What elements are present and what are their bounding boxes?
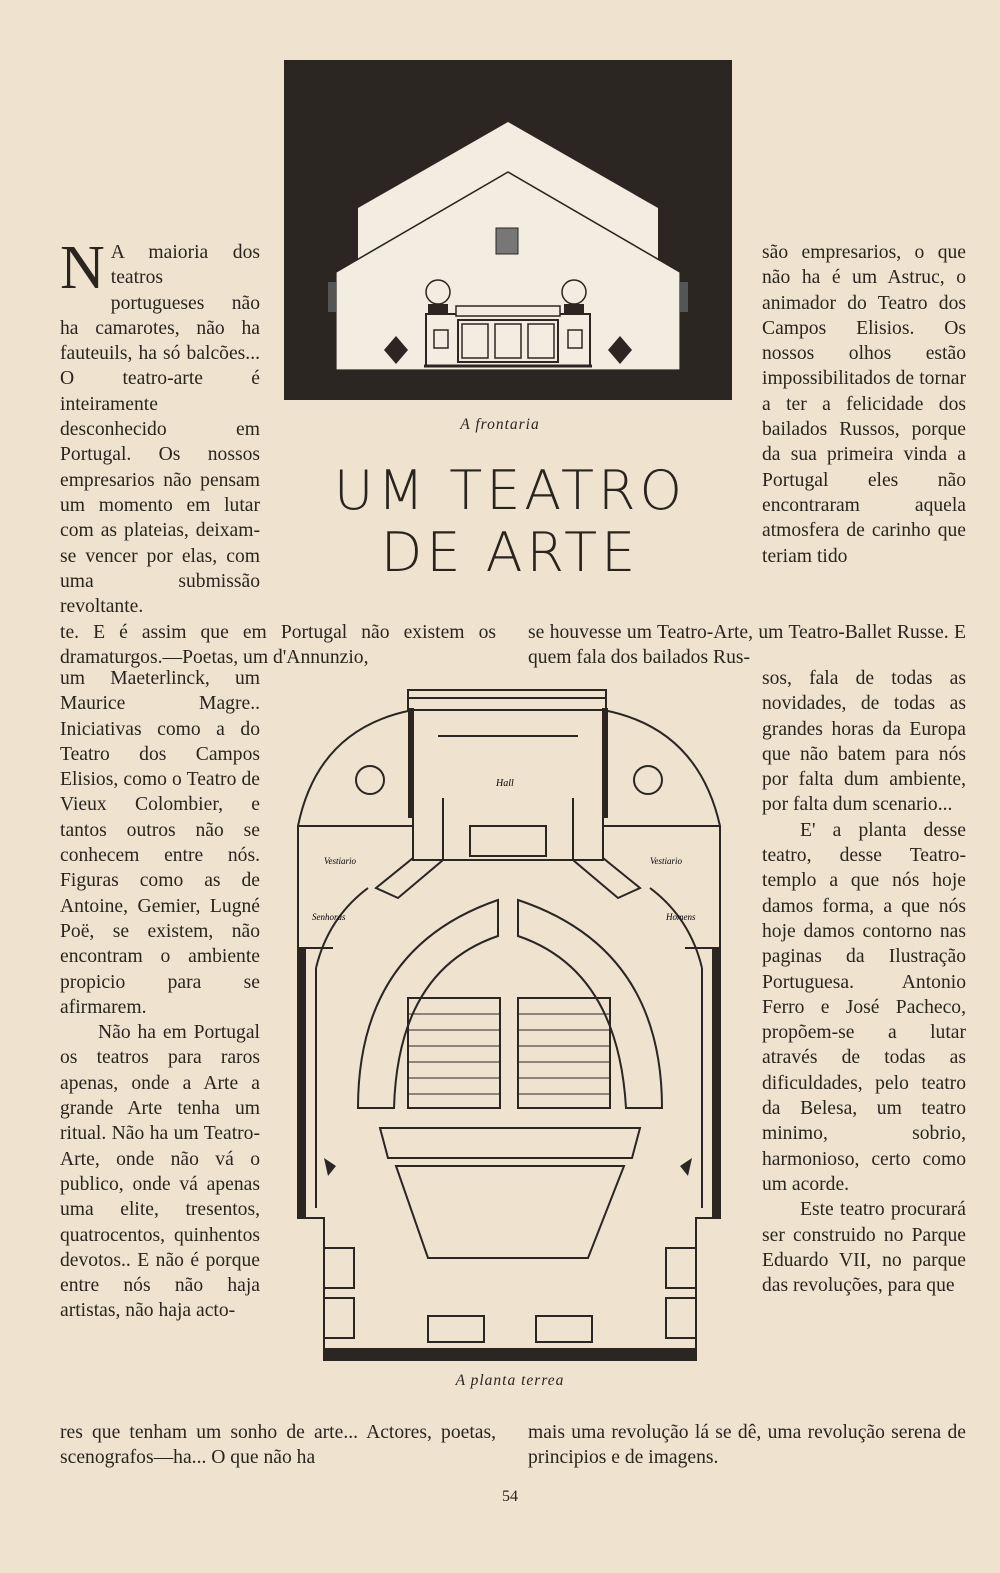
drop-cap: N [60, 234, 105, 302]
right-column-bottom [762, 666, 966, 1420]
bridge-text-left-2: res que tenham um sonho de arte... Actores, poetas, scenografos—ha... O que não ha [60, 1422, 496, 1469]
page-title-line1: UM TEATRO [333, 459, 687, 522]
paragraph: Este teatro procurará ser construido no Parque Eduardo VII, no parque das revoluções, para que [762, 1199, 966, 1297]
page-title-line2: DE ARTE [380, 521, 640, 584]
plan-label-vestiario-left: Vestiario [324, 856, 357, 866]
plan-label-senhoras: Senhoras [312, 912, 346, 922]
paragraph: um Maeterlinck, um Maurice Magre.. Iniciativas como a do Teatro dos Campos Elisios, como o Teatro de Vieux Colombier, e tantos outros não se conhecem entre nós. Figuras como as de Antoine, Gemier, Lugné Poë, se existem, não encontram o ambiente propicio para se afirmarem. [60, 668, 260, 1018]
paragraph: são empresarios, o que não ha é um Astruc, o animador do Teatro dos Campos Elisios. Os nossos olhos estão impossibilitados de tornar a ter a felicidade dos bailados Russos, porque da sua primeira vinda a Portugal eles não encontraram aquela atmosfera de carinho que teriam tido [762, 242, 966, 567]
bridge-text-right: se houvesse um Teatro-Arte, um Teatro-Ballet Russe. E quem fala dos bailados Rus- [528, 622, 966, 669]
page-number: 54 [502, 1488, 518, 1505]
bridge-text-left: te. E é assim que em Portugal não existem os dramaturgos.—Poetas, um d'Annunzio, [60, 622, 496, 669]
facade-caption: A frontaria [460, 416, 540, 433]
paragraph: E' a planta desse teatro, desse Teatro-templo a que nós hoje damos forma, a que nós hoje damos contorno nas paginas da Ilustração Portuguesa. Antonio Ferro e José Pacheco, propõem-se a lutar através de todas as dificuldades, pelo teatro da Belesa, um teatro minimo, sobrio, harmonioso, certo como um acorde. [762, 819, 966, 1195]
left-column-top [60, 234, 260, 620]
paragraph: A maioria dos teatros portugueses não ha camarotes, não ha fauteuils, ha só balcões... O teatro-arte é inteiramente desconhecido em Portugal. Os nossos empresarios não pensam um momento em lutar com as plateias, deixam-se vencer por elas, com uma submissão revoltante. [60, 242, 260, 618]
bridge-text-right-2: mais uma revolução lá se dê, uma revolução serena de principios e de imagens. [528, 1422, 966, 1469]
plan-caption: A planta terrea [455, 1372, 565, 1389]
facade-illustration [284, 60, 732, 400]
right-column-top [762, 240, 966, 620]
plan-label-vestiario-right: Vestiario [650, 856, 683, 866]
floor-plan [288, 688, 732, 1364]
paragraph: Não ha em Portugal os teatros para raros apenas, onde a Arte a grande Arte tenha um ritual. Não ha um Teatro-Arte, onde não vá o publico, onde vá apenas uma elite, tresentos, quatrocentos, quinhentos devotos.. E não é porque entre nós não haja artistas, não haja acto- [60, 1022, 260, 1322]
plan-label-homens: Homens [666, 912, 696, 922]
left-column-bottom [60, 666, 260, 1420]
plan-label-hall: Hall [496, 778, 514, 789]
paragraph: sos, fala de todas as novidades, de todas as grandes horas da Europa que não batem para nós por falta dum ambiente, por falta dum scenario... [762, 668, 966, 816]
